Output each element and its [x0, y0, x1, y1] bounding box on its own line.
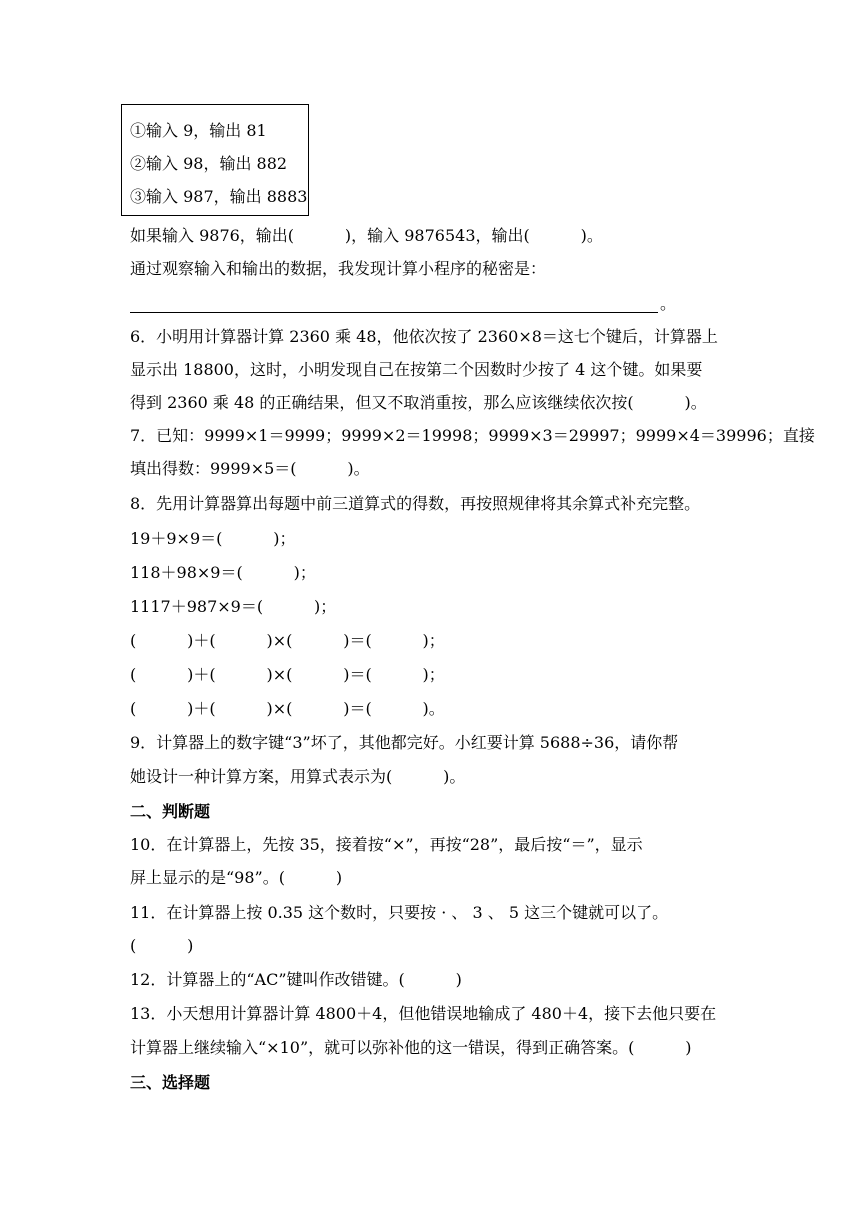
q9-line-1: 9．计算器上的数字键“3”坏了，其他都完好。小红要计算 5688÷36，请你帮 — [130, 733, 679, 752]
q8-blank-3: ( )＋( )×( )＝( )。 — [130, 699, 445, 718]
q6-line-2: 显示出 18800，这时，小明发现自己在按第二个因数时少按了 4 这个键。如果要 — [130, 360, 703, 379]
q8-line-1: 8．先用计算器算出每题中前三道算式的得数，再按照规律将其余算式补充完整。 — [130, 494, 701, 513]
q10-line-1: 10．在计算器上，先按 35，接着按“×”，再按“28”，最后按“＝”，显示 — [130, 835, 643, 854]
answer-underline — [130, 312, 658, 313]
q7-line-1: 7．已知：9999×1＝9999；9999×2＝19998；9999×3＝29997；9999×4＝39996；直接 — [130, 426, 815, 445]
q11-line-2: ( ) — [130, 936, 194, 955]
q8-blank-2: ( )＋( )×( )＝( )； — [130, 665, 445, 684]
q8-eq-1: 19＋9×9＝( )； — [130, 529, 296, 548]
example-line-2: ②输入 98，输出 882 — [130, 154, 288, 173]
q8-blank-1: ( )＋( )×( )＝( )； — [130, 631, 445, 650]
q8-eq-2: 118＋98×9＝( )； — [130, 563, 316, 582]
example-line-1: ①输入 9，输出 81 — [130, 121, 267, 140]
q8-eq-3: 1117＋987×9＝( )； — [130, 597, 337, 616]
q13-line-1: 13．小天想用计算器计算 4800＋4，但他错误地输成了 480＋4，接下去他只要在 — [130, 1004, 717, 1023]
section-heading-judge: 二、判断题 — [130, 802, 211, 821]
q7-line-2: 填出得数：9999×5＝( )。 — [130, 459, 370, 478]
q9-line-2: 她设计一种计算方案，用算式表示为( )。 — [130, 767, 466, 786]
q6-line-1: 6．小明用计算器计算 2360 乘 48，他依次按了 2360×8＝这七个键后，计算器上 — [130, 327, 718, 346]
q12-line: 12．计算器上的“AC”键叫作改错键。( ) — [130, 970, 462, 989]
q5-fill-line: 如果输入 9876，输出( )，输入 9876543，输出( )。 — [130, 226, 603, 245]
example-box — [121, 104, 309, 216]
answer-period: 。 — [660, 294, 677, 313]
q10-line-2: 屏上显示的是“98”。( ) — [130, 868, 343, 887]
q11-line-1: 11．在计算器上按 0.35 这个数时，只要按 · 、 3 、 5 这三个键就可以了。 — [130, 903, 669, 922]
q13-line-2: 计算器上继续输入“×10”，就可以弥补他的这一错误，得到正确答案。( ) — [130, 1038, 692, 1057]
example-line-3: ③输入 987，输出 8883 — [130, 187, 308, 206]
q6-line-3: 得到 2360 乘 48 的正确结果，但又不取消重按，那么应该继续依次按( )。 — [130, 393, 707, 412]
section-heading-choice: 三、选择题 — [130, 1073, 211, 1092]
q5-secret-line: 通过观察输入和输出的数据，我发现计算小程序的秘密是： — [130, 259, 547, 278]
